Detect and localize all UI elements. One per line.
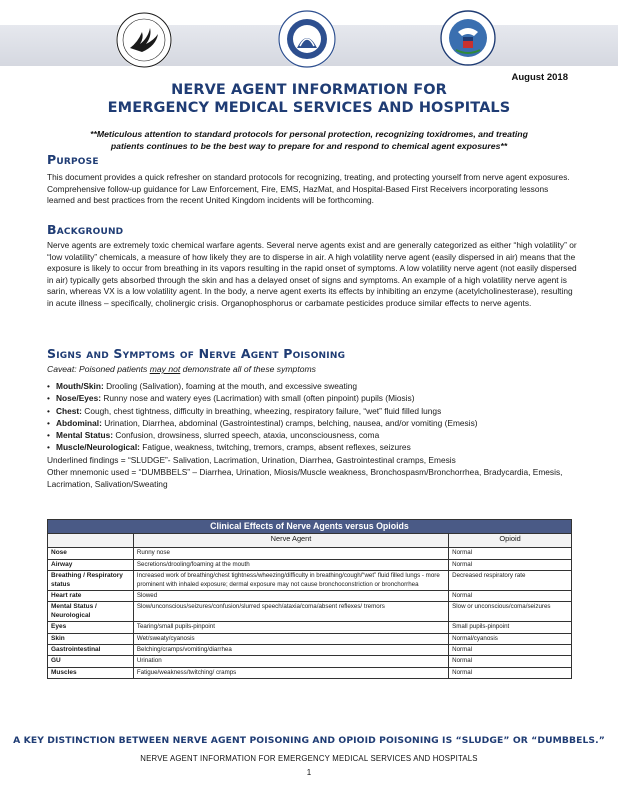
document-date: August 2018 xyxy=(511,72,568,83)
symptom-text: Runny nose and watery eyes (Lacrimation) with small (often pinpoint) pupils (Miosis) xyxy=(101,393,415,404)
nerve-agent-cell: Slow/unconscious/seizures/confusion/slurred speech/ataxia/coma/absent reflexes/ tremors xyxy=(133,602,448,622)
table-row xyxy=(48,667,572,678)
clinical-effects-table xyxy=(47,519,572,679)
dumbbels-mnemonic: Other mnemonic used = “DUMBBELS” – Diarrhea, Urination, Miosis/Muscle weakness, Bronchospasm/Bronchorrhea, Bradycardia, Emesis, Lacrimation, Salivation/Sweating xyxy=(47,467,563,489)
row-label: Mental Status / Neurological xyxy=(48,602,134,622)
table-row xyxy=(48,602,572,622)
symptom-text: Drooling (Salivation), foaming at the mouth, and excessive sweating xyxy=(103,381,357,391)
caveat-pre: Caveat: Poisoned patients xyxy=(47,364,150,374)
symptom-label: Nose/Eyes: xyxy=(56,393,101,404)
purpose-heading: Purpose xyxy=(47,152,99,167)
nerve-agent-cell: Belching/cramps/vomiting/diarrhea xyxy=(133,645,448,656)
symptom-label: Muscle/Neurological: xyxy=(56,442,140,453)
row-label: Heart rate xyxy=(48,591,134,602)
table-row xyxy=(48,548,572,559)
symptom-list xyxy=(47,380,577,454)
background-heading: Background xyxy=(47,222,124,237)
nerve-agent-cell: Secretions/drooling/foaming at the mouth xyxy=(133,559,448,570)
table-row xyxy=(48,622,572,633)
document-title-line-1: NERVE AGENT INFORMATION FOR xyxy=(171,82,447,98)
document-title-line-2: EMERGENCY MEDICAL SERVICES AND HOSPITALS xyxy=(107,100,511,116)
table-row xyxy=(48,645,572,656)
symptom-label: Mental Status: xyxy=(56,430,114,441)
caveat-post: demonstrate all of these symptoms xyxy=(180,364,316,374)
row-label: Muscles xyxy=(48,667,134,678)
list-item xyxy=(47,405,577,417)
purpose-body: This document provides a quick refresher on standard protocols for recognizing, treating, and protecting yourself from nerve agent exposures. Comprehensive follow-up guidance for Law Enforcement, Fire, EMS, HazMat, and Hospital-Based First Receivers incorporating lessons learned and best practices from the recent United Kingdom incidents will be forthcoming. xyxy=(47,172,570,206)
table-header-nerve-agent: Nerve Agent xyxy=(133,534,448,548)
caveat-emphasis: may not xyxy=(149,364,181,374)
table-row xyxy=(48,633,572,644)
row-label: Eyes xyxy=(48,622,134,633)
nerve-agent-cell: Slowed xyxy=(133,591,448,602)
opioid-cell: Normal xyxy=(449,559,572,570)
nerve-agent-cell: Wet/sweaty/cyanosis xyxy=(133,633,448,644)
opioid-cell: Normal xyxy=(449,645,572,656)
symptom-label: Mouth/Skin: xyxy=(56,381,104,391)
opioid-cell: Normal xyxy=(449,656,572,667)
symptom-label: Chest: xyxy=(56,405,82,416)
background-body: Nerve agents are extremely toxic chemical warfare agents. Several nerve agents exist and are generally categorized as either “high volatility” or “low volatility” chemicals, a measure of how likely they are to disperse in air. A high volatility nerve agent (easily dispersed in air) means that the exposure is likely to occur from breathing in its vapors resulting in the rapid onset of symptoms. A low volatility nerve agent (not easily dispersed in air) typically gets absorbed through the skin and has a delayed onset of signs and symptoms. An example of a high volatility nerve agent is sarin, whereas VX is a low volatility agent. In the body, a nerve agent exerts its effects by inhibiting an enzyme (acetylcholinesterase), resulting in acute illness – specifically, cholinergic crisis. Organophosphorus or carbamate pesticides produce similar effects to nerve agents. xyxy=(47,240,577,308)
sludge-mnemonic: Underlined findings = “SLUDGE”- Salivation, Lacrimation, Urination, Diarrhea, Gastrointestinal cramps, Emesis xyxy=(47,455,456,465)
table-row xyxy=(48,656,572,667)
table-caption: Clinical Effects of Nerve Agents versus Opioids xyxy=(48,520,572,534)
row-label: Airway xyxy=(48,559,134,570)
row-label: GU xyxy=(48,656,134,667)
opioid-cell: Normal xyxy=(449,548,572,559)
key-distinction-banner: A KEY DISTINCTION BETWEEN NERVE AGENT POISONING AND OPIOID POISONING IS “SLUDGE” OR “DUMBBELS.” xyxy=(13,735,605,746)
list-item xyxy=(47,392,577,404)
row-label: Skin xyxy=(48,633,134,644)
page-number: 1 xyxy=(306,768,312,777)
list-item xyxy=(47,417,577,429)
nerve-agent-cell: Tearing/small pupils-pinpoint xyxy=(133,622,448,633)
list-item xyxy=(47,380,577,392)
table-row xyxy=(48,559,572,570)
table-row xyxy=(48,591,572,602)
opioid-cell: Slow or unconscious/coma/seizures xyxy=(449,602,572,622)
tagline: **Meticulous attention to standard protocols for personal protection, recognizing toxidromes, and treating patients continues to be the best way to prepare for and respond to chemical agent exposures** xyxy=(90,129,528,151)
symptom-label: Abdominal: xyxy=(56,417,102,428)
symptom-text: Confusion, drowsiness, slurred speech, ataxia, unconsciousness, coma xyxy=(113,430,380,441)
table-row xyxy=(48,571,572,591)
opioid-cell: Normal/cyanosis xyxy=(449,633,572,644)
dhs-seal-icon xyxy=(440,10,496,66)
opioid-cell: Normal xyxy=(449,591,572,602)
signs-heading: Signs and Symptoms of Nerve Agent Poisoning xyxy=(47,346,346,361)
row-label: Breathing / Respiratory status xyxy=(48,571,134,591)
caveat xyxy=(47,364,577,374)
row-label: Nose xyxy=(48,548,134,559)
opioid-cell: Decreased respiratory rate xyxy=(449,571,572,591)
row-label: Gastrointestinal xyxy=(48,645,134,656)
opioid-cell: Small pupils-pinpoint xyxy=(449,622,572,633)
nerve-agent-cell: Increased work of breathing/chest tightness/wheezing/difficulty in breathing/cough/“wet” fluid filled lungs - more prominent with inhaled exposure; dermal exposure may not cause bronchoconstriction or bronchorrhea xyxy=(133,571,448,591)
table-header-blank xyxy=(48,534,134,548)
nerve-agent-cell: Urination xyxy=(133,656,448,667)
symptom-text: Fatigue, weakness, twitching, tremors, cramps, absent reflexes, seizures xyxy=(139,442,411,453)
list-item xyxy=(47,429,577,441)
hhs-seal-icon xyxy=(116,12,172,68)
symptom-text: Urination, Diarrhea, abdominal (Gastrointestinal) cramps, belching, nausea, and/or vomiting (Emesis) xyxy=(101,417,478,428)
symptom-text: Cough, chest tightness, difficulty in breathing, wheezing, respiratory failure, “wet” fluid filled lungs xyxy=(81,405,442,416)
list-item xyxy=(47,441,577,453)
nerve-agent-cell: Fatigue/weakness/twitching/ cramps xyxy=(133,667,448,678)
opioid-cell: Normal xyxy=(449,667,572,678)
dot-seal-icon xyxy=(278,10,336,68)
page-footer: NERVE AGENT INFORMATION FOR EMERGENCY MEDICAL SERVICES AND HOSPITALS xyxy=(140,754,478,763)
table-header-opioid: Opioid xyxy=(449,534,572,548)
nerve-agent-cell: Runny nose xyxy=(133,548,448,559)
